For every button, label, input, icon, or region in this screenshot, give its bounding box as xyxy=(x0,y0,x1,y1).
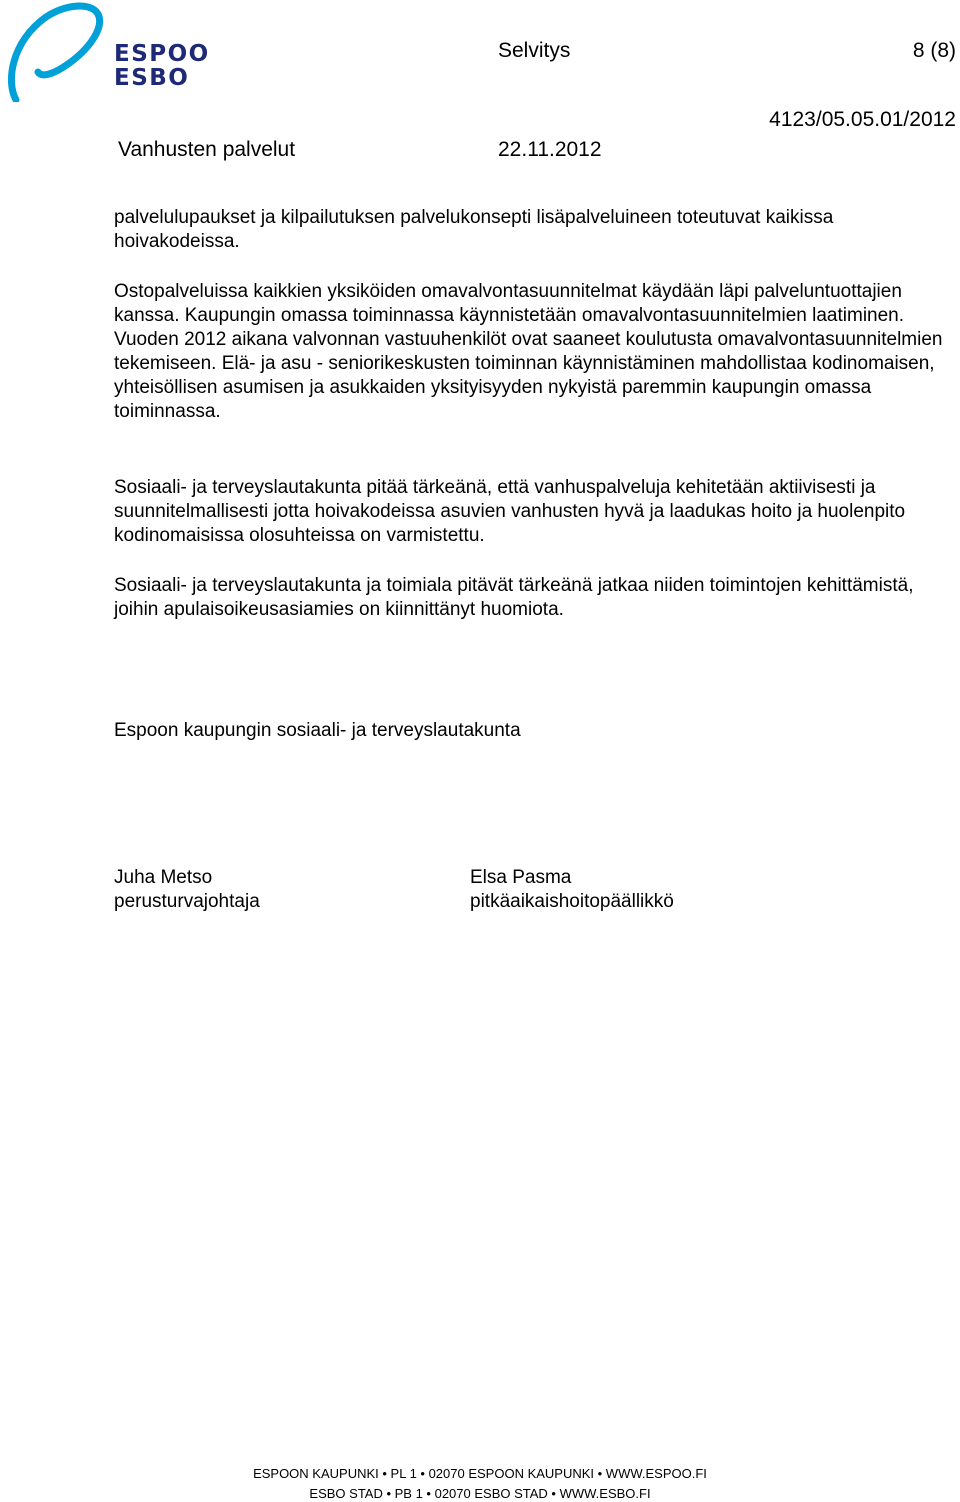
logo-text-espoo: ESPOO xyxy=(114,41,210,67)
reference-number: 4123/05.05.01/2012 xyxy=(769,108,956,131)
footer-line-sv: ESBO STAD • PB 1 • 02070 ESBO STAD • WWW.ESBO.FI xyxy=(309,1486,651,1501)
paragraph-2: Ostopalveluissa kaikkien yksiköiden omavalvontasuunnitelmat käydään läpi palveluntuottajien kanssa. Kaupungin omassa toiminnassa käynnistetään omavalvontasuunnitelmien laatiminen. Vuoden 2012 aikana valvonnan vastuuhenkilöt ovat saaneet koulutusta omavalvontasuunnitelmien tekemiseen. Elä- ja asu - seniorikeskusten toiminnan käynnistäminen mahdollistaa kodinomaisen, yhteisöllisen asumisen ja asukkaiden yksityisyyden nykyistä paremmin kaupungin omassa toiminnassa. xyxy=(114,281,943,422)
board-name: Espoon kaupungin sosiaali- ja terveyslautakunta xyxy=(114,720,521,741)
signer-name: Juha Metso xyxy=(114,867,213,888)
signature-block-2 xyxy=(470,866,674,914)
body-section xyxy=(114,206,954,254)
page-number: 8 (8) xyxy=(912,39,956,62)
logo-text-esbo: ESBO xyxy=(114,65,190,91)
footer-line-fi: ESPOON KAUPUNKI • PL 1 • 02070 ESPOON KAUPUNKI • WWW.ESPOO.FI xyxy=(253,1466,707,1481)
document-date: 22.11.2012 xyxy=(498,138,602,161)
body-section xyxy=(114,280,954,424)
paragraph-3: Sosiaali- ja terveyslautakunta pitää tärkeänä, että vanhuspalveluja kehitetään aktiivisesti ja suunnitelmallisesti jotta hoivakodeissa asuvien vanhusten hyvä ja laadukas hoito ja huolenpito kodinomaisissa olosuhteissa on varmistettu. xyxy=(114,477,906,546)
signer-name: Elsa Pasma xyxy=(470,867,572,888)
document-type: Selvitys xyxy=(498,39,571,62)
body-section xyxy=(114,574,954,622)
espoo-logo-arc-icon xyxy=(6,2,116,102)
espoo-logo xyxy=(6,2,210,102)
department: Vanhusten palvelut xyxy=(118,138,296,161)
paragraph-1: palvelulupaukset ja kilpailutuksen palvelukonsepti lisäpalveluineen toteutuvat kaikissa hoivakodeissa. xyxy=(114,207,834,252)
signature-block-1 xyxy=(114,866,260,914)
paragraph-4: Sosiaali- ja terveyslautakunta ja toimiala pitävät tärkeänä jatkaa niiden toimintojen kehittämistä, joihin apulaisoikeusasiamies on kiinnittänyt huomiota. xyxy=(114,575,914,620)
body-section xyxy=(114,476,954,548)
signer-title: perusturvajohtaja xyxy=(114,891,260,912)
signer-title: pitkäaikaishoitopäällikkö xyxy=(470,891,674,912)
